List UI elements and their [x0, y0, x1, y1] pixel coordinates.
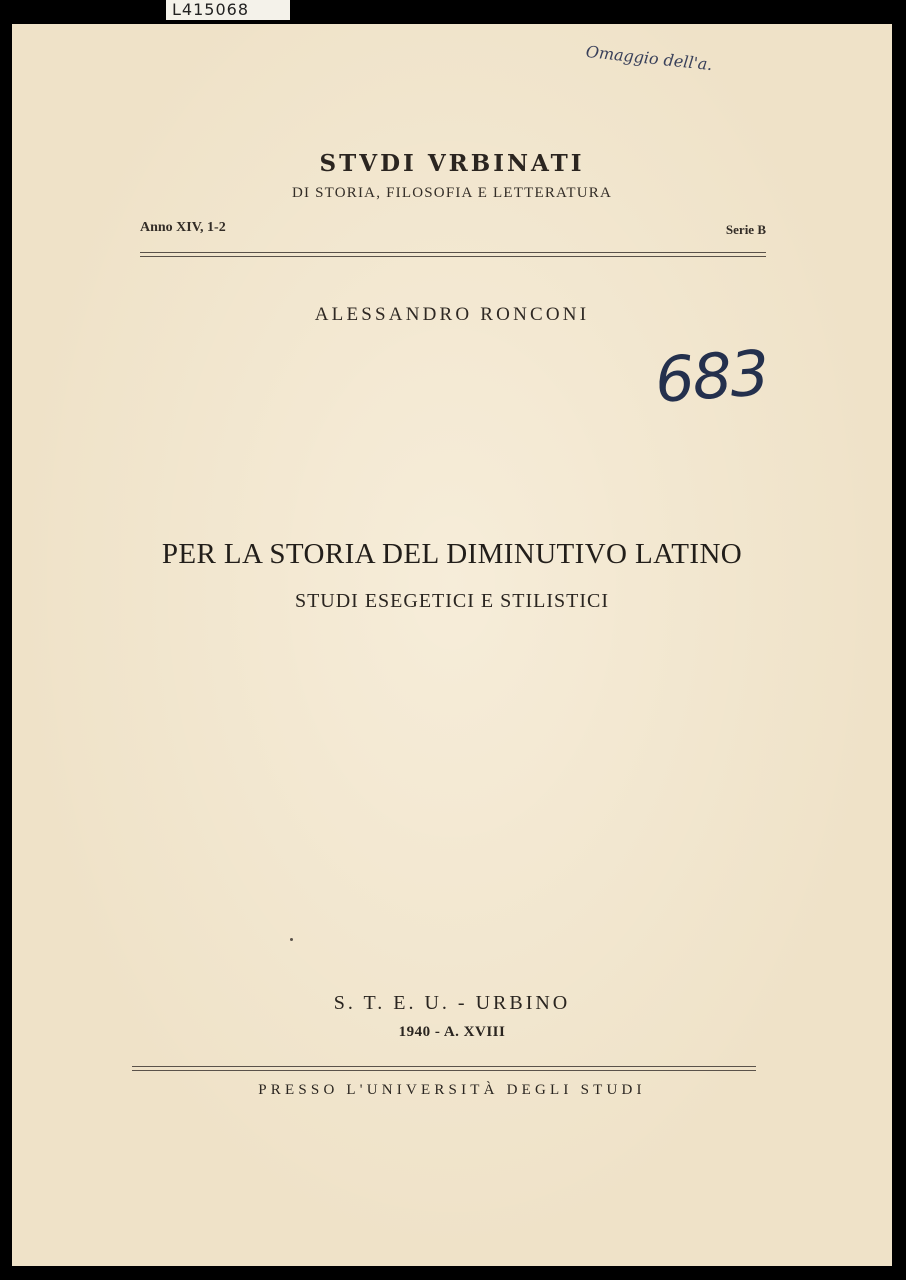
- footer-divider: [132, 1066, 756, 1071]
- series-label: Serie B: [725, 222, 766, 237]
- document-cover: [12, 24, 892, 1266]
- journal-title: STVDI VRBINATI: [319, 150, 585, 177]
- paper-speck: [290, 938, 293, 941]
- book-title: PER LA STORIA DEL DIMINUTIVO LATINO: [161, 538, 743, 570]
- handwritten-catalog-number: 683: [652, 336, 770, 417]
- publisher: S. T. E. U. - URBINO: [333, 992, 571, 1014]
- publication-year: 1940 - A. XVIII: [398, 1024, 506, 1040]
- scan-label: L415068: [166, 0, 290, 20]
- book-subtitle: STUDI ESEGETICI E STILISTICI: [294, 590, 610, 612]
- header-divider: [140, 252, 766, 257]
- author-name: ALESSANDRO RONCONI: [314, 304, 590, 325]
- imprint: PRESSO L'UNIVERSITÀ DEGLI STUDI: [258, 1082, 646, 1098]
- journal-subtitle: DI STORIA, FILOSOFIA E LETTERATURA: [291, 185, 613, 201]
- volume-number: Anno XIV, 1-2: [140, 220, 226, 235]
- handwritten-dedication: Omaggio dell'a.: [585, 42, 714, 75]
